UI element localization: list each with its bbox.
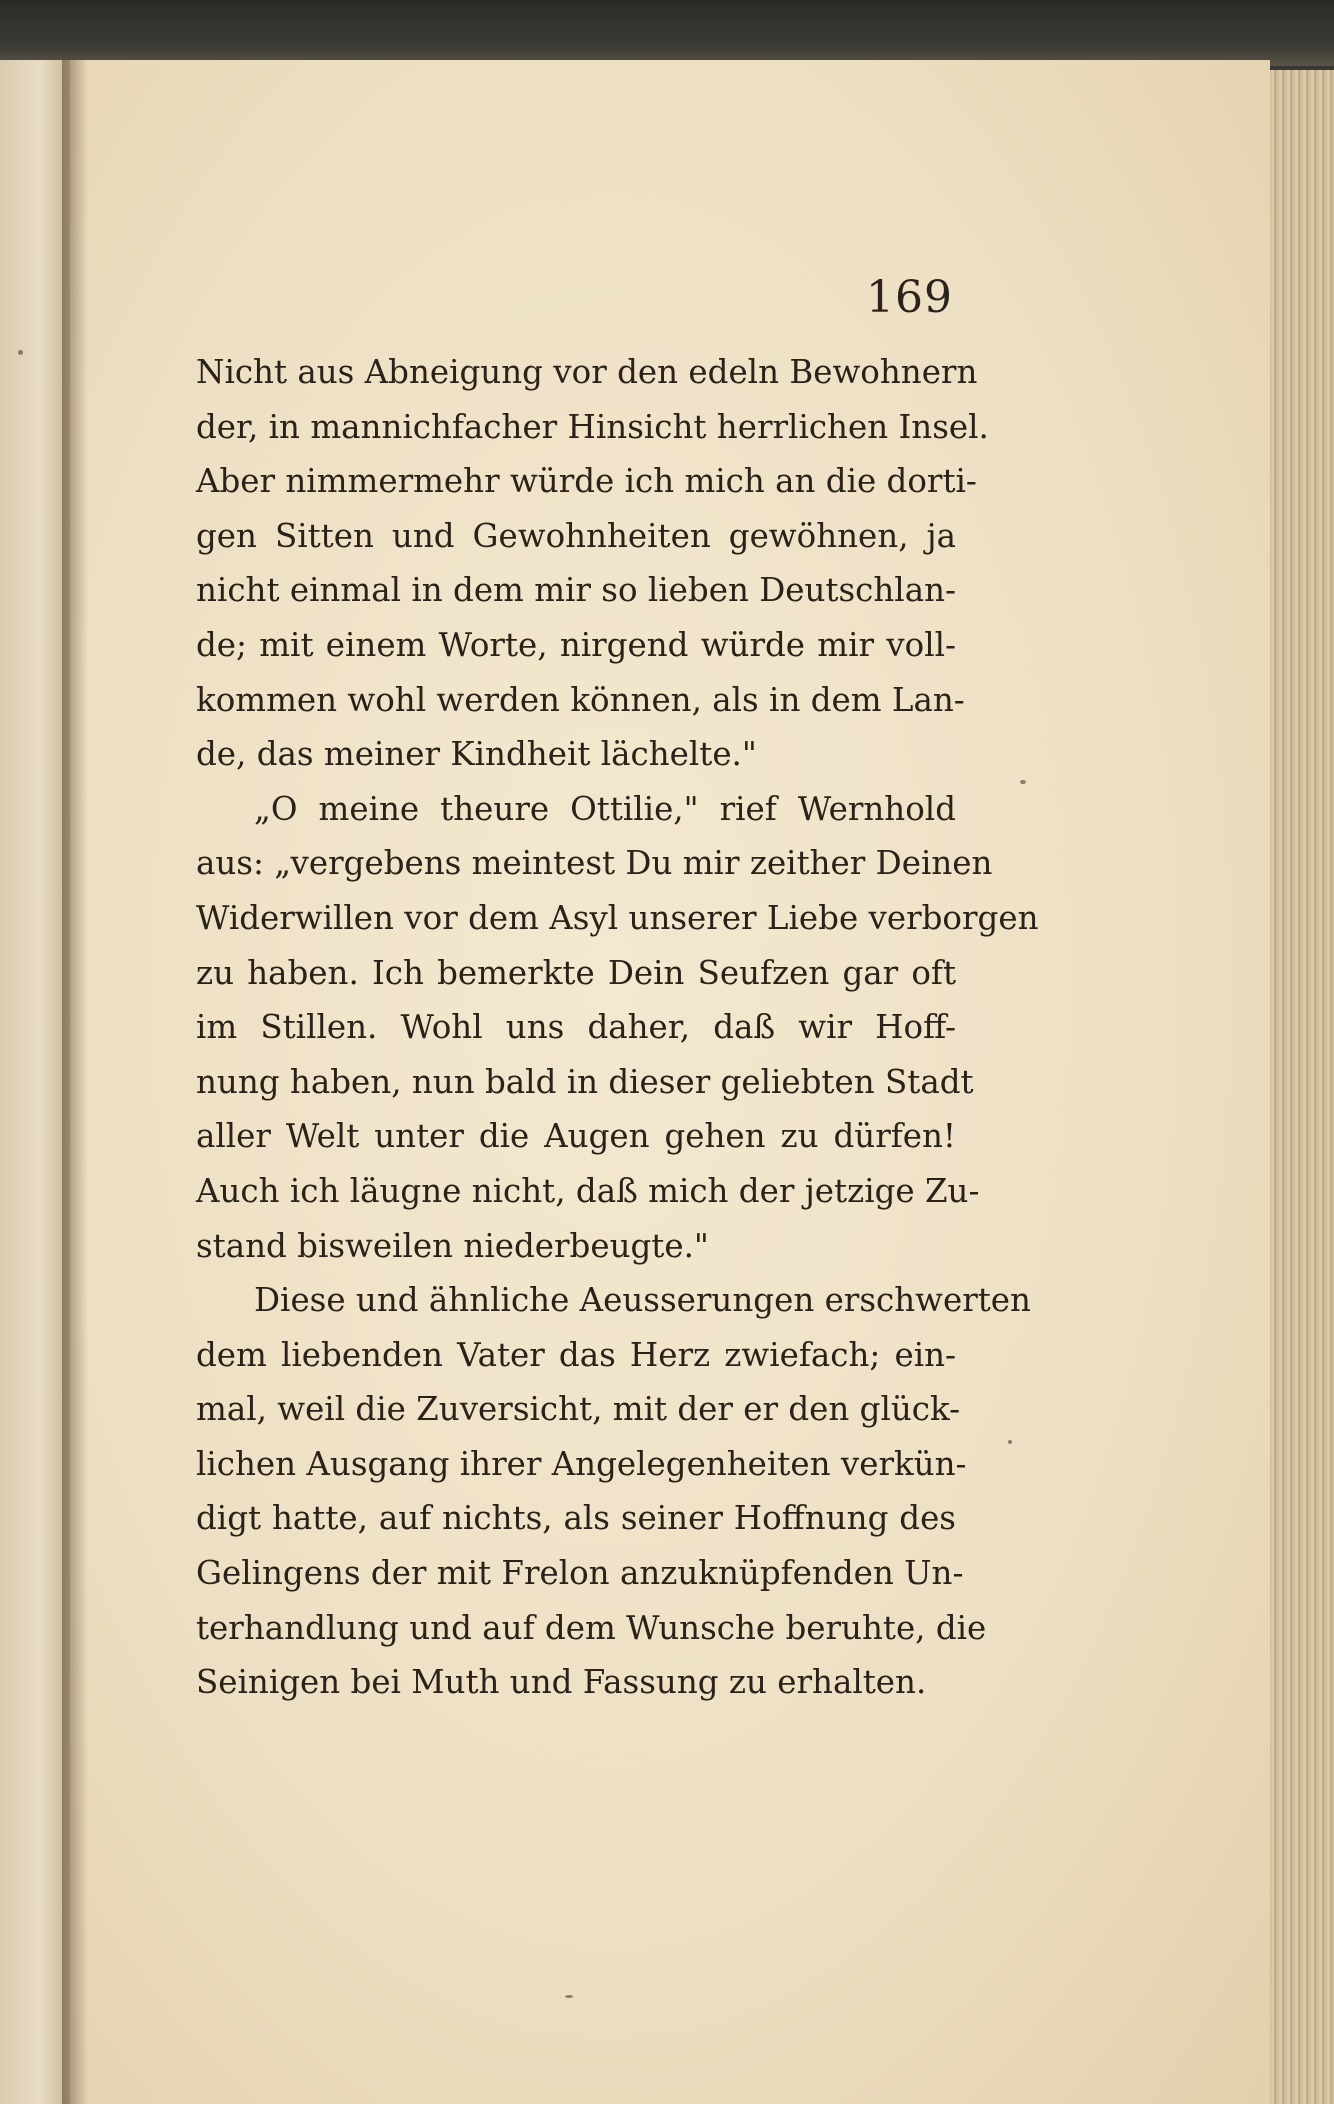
text-line: de, das meiner Kindheit lächelte." [196,735,757,774]
text-line: Auch ich läugne nicht, daß mich der jetzige Zu- [196,1171,980,1210]
text-line: im Stillen. Wohl uns daher, daß wir Hoff- [196,1008,956,1047]
text-line: nicht einmal in dem mir so lieben Deutschlan- [196,571,956,610]
text-line: stand bisweilen niederbeugte." [196,1226,709,1265]
text-line: de; mit einem Worte, nirgend würde mir voll- [196,625,956,664]
text-line: aller Welt unter die Augen gehen zu dürfen! [196,1117,956,1156]
paper-speck [1020,780,1026,784]
text-line: der, in mannichfacher Hinsicht herrlichen Insel. [196,407,989,446]
text-line: Widerwillen vor dem Asyl unserer Liebe verborgen [196,898,1039,937]
left-page-edge [0,60,70,2104]
text-line: „O meine theure Ottilie," rief Wernhold [254,789,956,828]
page-number: 169 [866,272,953,323]
body-text [196,345,1039,1710]
text-line: nung haben, nun bald in dieser geliebten Stadt [196,1062,974,1101]
text-line: dem liebenden Vater das Herz zwiefach; ein- [196,1335,956,1374]
paper-speck [1008,1440,1012,1444]
spine-shadow [62,60,88,2104]
paper-speck [18,350,23,355]
text-line: Diese und ähnliche Aeusserungen erschwerten [254,1281,1031,1320]
text-line: terhandlung und auf dem Wunsche beruhte, die [196,1608,987,1647]
paper-speck [565,1995,573,1998]
text-line: digt hatte, auf nichts, als seiner Hoffnung des [196,1499,956,1538]
text-line: mal, weil die Zuversicht, mit der er den glück- [196,1390,961,1429]
text-line: Gelingens der mit Frelon anzuknüpfenden Un- [196,1554,964,1593]
book-cover-top [0,0,1334,66]
text-line: kommen wohl werden können, als in dem Lan- [196,680,965,719]
text-line: Seinigen bei Muth und Fassung zu erhalten. [196,1663,927,1702]
text-line: zu haben. Ich bemerkte Dein Seufzen gar oft [196,953,956,992]
text-line: lichen Ausgang ihrer Angelegenheiten verkün- [196,1444,967,1483]
text-line: aus: „vergebens meintest Du mir zeither Deinen [196,844,993,883]
text-line: Aber nimmermehr würde ich mich an die dorti- [196,462,977,501]
text-line: gen Sitten und Gewohnheiten gewöhnen, ja [196,516,956,555]
text-line: Nicht aus Abneigung vor den edeln Bewohnern [196,353,978,391]
